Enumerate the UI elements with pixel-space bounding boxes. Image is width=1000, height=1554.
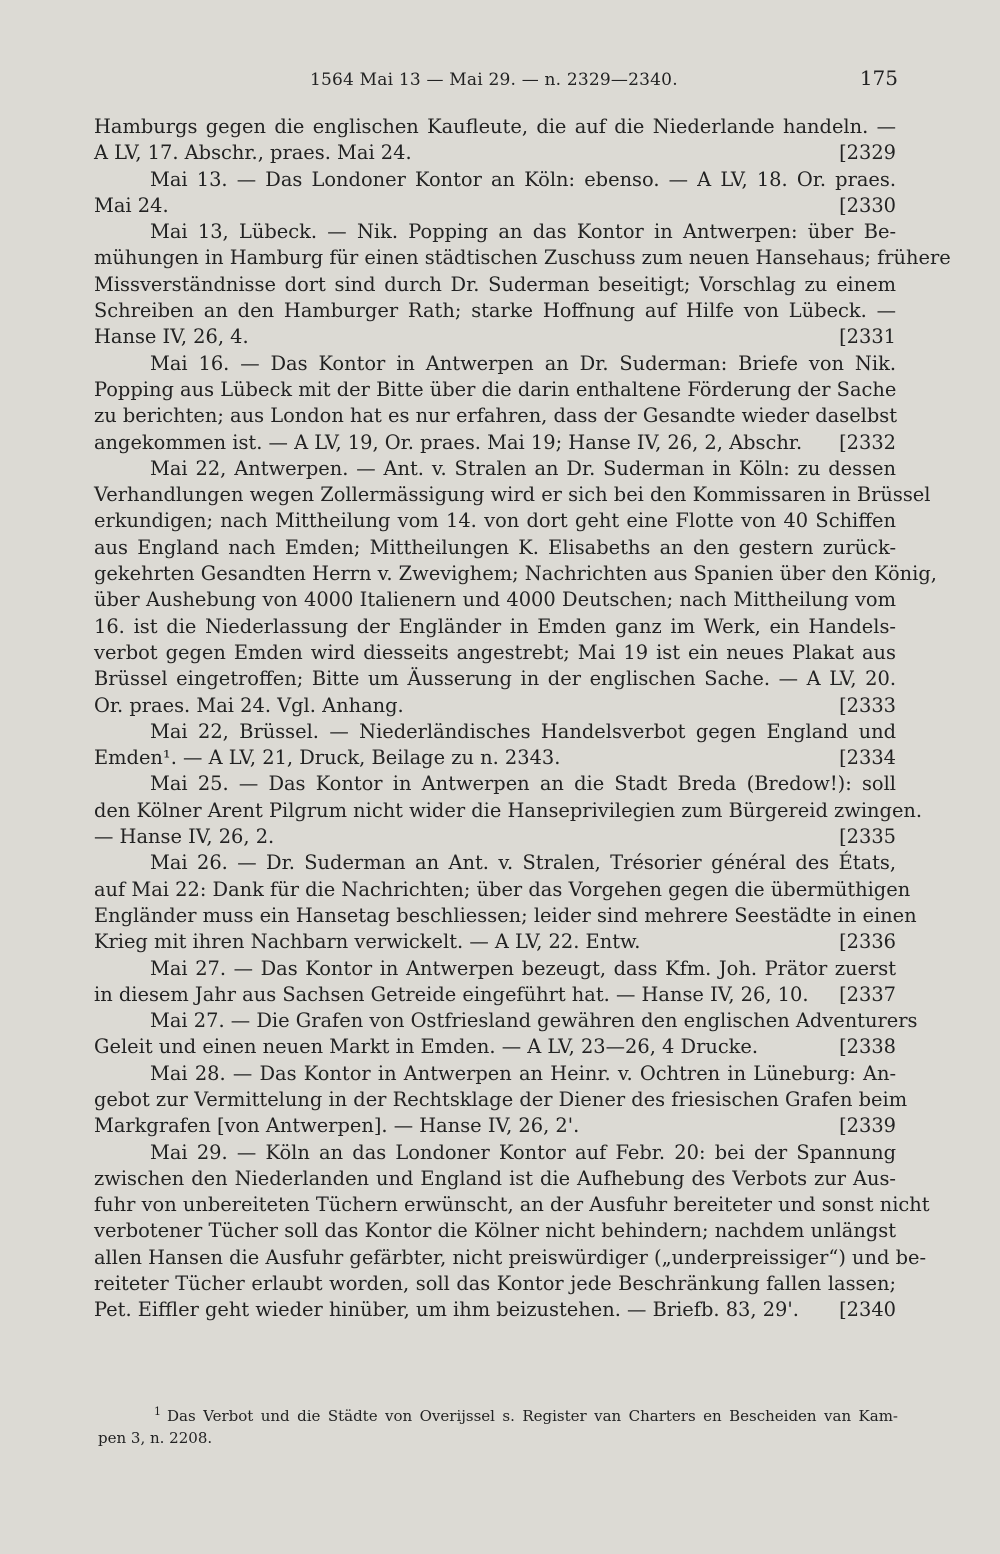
entry-number: [2335 — [839, 825, 896, 849]
entry-number: [2339 — [839, 1114, 896, 1138]
entry-line: Schreiben an den Hamburger Rath; starke Hoffnung auf Hilfe von Lübeck. — — [94, 299, 896, 323]
entry-line: Mai 13. — Das Londoner Kontor an Köln: ebenso. — A LV, 18. Or. praes. — [150, 167, 896, 191]
entry-line: Mai 26. — Dr. Suderman an Ant. v. Stralen, Trésorier général des États, — [150, 851, 896, 875]
entry-line: Emden¹. — A LV, 21, Druck, Beilage zu n. 2343. — [94, 746, 561, 770]
entry-line: Mai 22, Antwerpen. — Ant. v. Stralen an Dr. Suderman in Köln: zu dessen — [150, 456, 896, 480]
register-entry — [94, 167, 896, 220]
entry-line: Mai 22, Brüssel. — Niederländisches Handelsverbot gegen England und — [150, 719, 896, 743]
entry-line: — Hanse IV, 26, 2. — [94, 825, 275, 849]
page-header — [96, 66, 898, 92]
register-entry — [94, 1061, 908, 1140]
entry-line: gekehrten Gesandten Herrn v. Zwevighem; Nachrichten aus Spanien über den König, — [94, 562, 937, 586]
entry-line: Mai 13, Lübeck. — Nik. Popping an das Kontor in Antwerpen: über Be- — [150, 220, 896, 244]
register-entry — [94, 850, 917, 955]
page-body — [94, 114, 951, 1324]
entry-line: auf Mai 22: Dank für die Nachrichten; über das Vorgehen gegen die übermüthigen — [94, 877, 911, 901]
entry-line: Mai 24. — [94, 193, 169, 217]
entry-line: den Kölner Arent Pilgrum nicht wider die Hanseprivilegien zum Bürgereid zwingen. — [94, 798, 923, 822]
register-entry — [94, 114, 896, 167]
register-entry — [94, 351, 896, 456]
entry-number: [2329 — [839, 141, 896, 165]
entry-line: Mai 25. — Das Kontor in Antwerpen an die Stadt Breda (Bredow!): soll — [150, 772, 896, 796]
entry-number: [2337 — [839, 982, 896, 1006]
page-number: 175 — [859, 66, 898, 90]
footnote-line — [98, 1405, 898, 1427]
running-head: 1564 Mai 13 — Mai 29. — n. 2329—2340. — [310, 70, 678, 90]
entry-line: Krieg mit ihren Nachbarn verwickelt. — A LV, 22. Entw. — [94, 930, 641, 954]
entry-line: A LV, 17. Abschr., praes. Mai 24. — [94, 141, 412, 165]
entry-number: [2336 — [839, 930, 896, 954]
entry-line: Mai 27. — Die Grafen von Ostfriesland gewähren den englischen Adventurers — [150, 1009, 918, 1033]
register-entry — [94, 771, 923, 850]
footnote — [98, 1405, 898, 1449]
entry-line: Or. praes. Mai 24. Vgl. Anhang. — [94, 693, 404, 717]
entry-line: Hanse IV, 26, 4. — [94, 325, 249, 349]
register-entry — [94, 1140, 930, 1324]
entry-line: zwischen den Niederlanden und England ist die Aufhebung des Verbots zur Aus- — [94, 1166, 896, 1190]
entry-line: Geleit und einen neuen Markt in Emden. — A LV, 23—26, 4 Drucke. — [94, 1035, 759, 1059]
entry-line: in diesem Jahr aus Sachsen Getreide eingeführt hat. — Hanse IV, 26, 10. — [94, 982, 809, 1006]
entry-number: [2340 — [839, 1298, 896, 1322]
register-entry — [94, 1008, 918, 1061]
entry-line: über Aushebung von 4000 Italienern und 4000 Deutschen; nach Mittheilung vom — [94, 588, 896, 612]
entry-line: Mai 29. — Köln an das Londoner Kontor auf Febr. 20: bei der Spannung — [150, 1140, 896, 1164]
entry-number: [2330 — [839, 193, 896, 217]
entry-line: Markgrafen [von Antwerpen]. — Hanse IV, 26, 2'. — [94, 1114, 580, 1138]
entry-line: reiteter Tücher erlaubt worden, soll das Kontor jede Beschränkung fallen lassen; — [94, 1272, 896, 1296]
entry-line: verbot gegen Emden wird diesseits angestrebt; Mai 19 ist ein neues Plakat aus — [94, 640, 896, 664]
entry-line: Mai 27. — Das Kontor in Antwerpen bezeugt, dass Kfm. Joh. Prätor zuerst — [150, 956, 896, 980]
entry-line: gebot zur Vermittelung in der Rechtsklage der Diener des friesischen Grafen beim — [94, 1087, 908, 1111]
register-entry — [94, 956, 896, 1009]
entry-line: Missverständnisse dort sind durch Dr. Suderman beseitigt; Vorschlag zu einem — [94, 272, 896, 296]
register-entry — [94, 219, 951, 350]
entry-line: 16. ist die Niederlassung der Engländer in Emden ganz im Werk, ein Handels- — [94, 614, 896, 638]
entry-line: Engländer muss ein Hansetag beschliessen; leider sind mehrere Seestädte in einen — [94, 903, 917, 927]
entry-line: aus England nach Emden; Mittheilungen K. Elisabeths an den gestern zurück- — [94, 535, 896, 559]
entry-line: Brüssel eingetroffen; Bitte um Äusserung in der englischen Sache. — A LV, 20. — [94, 667, 896, 691]
entry-number: [2333 — [839, 693, 896, 717]
entry-line: verbotener Tücher soll das Kontor die Kölner nicht behindern; nachdem unlängst — [94, 1219, 896, 1243]
entry-line: Pet. Eiffler geht wieder hinüber, um ihm beizustehen. — Briefb. 83, 29'. — [94, 1298, 799, 1322]
entry-line: Mai 28. — Das Kontor in Antwerpen an Heinr. v. Ochtren in Lüneburg: An- — [150, 1061, 896, 1085]
footnotes — [98, 1405, 898, 1449]
entry-line: allen Hansen die Ausfuhr gefärbter, nicht preiswürdiger („underpreissiger“) und be- — [94, 1245, 927, 1269]
register-entry — [94, 456, 937, 719]
entry-line: erkundigen; nach Mittheilung vom 14. von dort geht eine Flotte von 40 Schiffen — [94, 509, 896, 533]
entry-number: [2338 — [839, 1035, 896, 1059]
entry-line: Popping aus Lübeck mit der Bitte über die darin enthaltene Förderung der Sache — [94, 377, 897, 401]
entry-line: zu berichten; aus London hat es nur erfahren, dass der Gesandte wieder daselbst — [94, 404, 898, 428]
entry-line: Hamburgs gegen die englischen Kaufleute, die auf die Niederlande handeln. — — [94, 115, 896, 138]
entry-line: angekommen ist. — A LV, 19, Or. praes. Mai 19; Hanse IV, 26, 2, Abschr. — [94, 430, 803, 454]
entry-line: Verhandlungen wegen Zollermässigung wird er sich bei den Kommissaren in Brüssel — [94, 483, 931, 507]
entry-number: [2331 — [839, 325, 896, 349]
entry-line: Mai 16. — Das Kontor in Antwerpen an Dr. Suderman: Briefe von Nik. — [150, 351, 896, 375]
entry-number: [2334 — [839, 746, 896, 770]
register-entry — [94, 719, 896, 772]
entry-line: fuhr von unbereiteten Tüchern erwünscht, an der Ausfuhr bereiteter und sonst nicht — [94, 1193, 930, 1217]
entry-number: [2332 — [839, 430, 896, 454]
footnote-text: Das Verbot und die Städte von Overijssel s. Register van Charters en Bescheiden van Kam- — [167, 1407, 898, 1425]
entry-line: mühungen in Hamburg für einen städtischen Zuschuss zum neuen Hansehaus; frühere — [94, 246, 951, 270]
footnote-mark: 1 — [154, 1405, 161, 1418]
footnote-line: pen 3, n. 2208. — [98, 1429, 213, 1447]
